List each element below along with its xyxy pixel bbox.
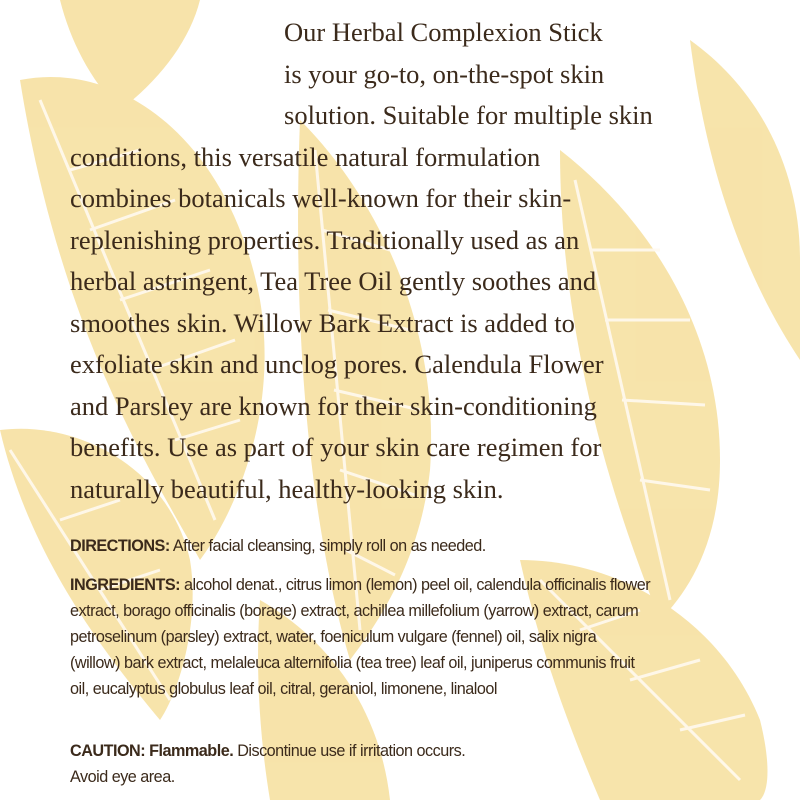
directions-section: [70, 533, 486, 559]
caution-section: [70, 738, 465, 790]
ingredients-line: (willow) bark extract, melaleuca alternifolia (tea tree) leaf oil, juniperus communis fruit: [70, 654, 635, 672]
ingredients-line: extract, borago officinalis (borage) extract, achillea millefolium (yarrow) extract, carum: [70, 602, 639, 620]
description-line: herbal astringent, Tea Tree Oil gently soothes and: [70, 266, 597, 296]
caution-line: Avoid eye area.: [70, 768, 175, 786]
caution-line: [70, 738, 465, 764]
description-line: Our Herbal Complexion Stick: [284, 17, 603, 47]
description-line: naturally beautiful, healthy-looking skin.: [70, 473, 504, 504]
ingredients-line: petroselinum (parsley) extract, water, foeniculum vulgare (fennel) oil, salix nigra: [70, 628, 597, 646]
ingredients-text: alcohol denat., citrus limon (lemon) peel oil, calendula officinalis flower: [180, 576, 651, 594]
ingredients-section: [70, 572, 650, 702]
ingredients-line: oil, eucalyptus globulus leaf oil, citral, geraniol, limonene, linalool: [70, 680, 498, 698]
description-line: solution. Suitable for multiple skin: [284, 100, 653, 130]
directions-heading: DIRECTIONS:: [70, 537, 170, 555]
product-description: [70, 12, 760, 510]
description-line: and Parsley are known for their skin-conditioning: [70, 390, 597, 421]
description-line: replenishing properties. Traditionally used as an: [70, 224, 580, 255]
directions-line: [70, 533, 486, 559]
description-line: benefits. Use as part of your skin care regimen for: [70, 432, 602, 462]
ingredients-heading: INGREDIENTS:: [70, 576, 181, 594]
description-line: exfoliate skin and unclog pores. Calendula Flower: [70, 349, 604, 379]
description-line: smoothes skin. Willow Bark Extract is added to: [70, 307, 575, 338]
caution-text: Discontinue use if irritation occurs.: [233, 742, 466, 760]
description-line: is your go-to, on-the-spot skin: [284, 58, 605, 89]
directions-text: After facial cleansing, simply roll on as needed.: [169, 537, 486, 555]
caution-heading: CAUTION: Flammable.: [70, 742, 234, 760]
ingredients-line: [70, 572, 650, 598]
description-line: combines botanicals well-known for their skin-: [70, 183, 572, 213]
description-line: conditions, this versatile natural formulation: [70, 141, 541, 172]
